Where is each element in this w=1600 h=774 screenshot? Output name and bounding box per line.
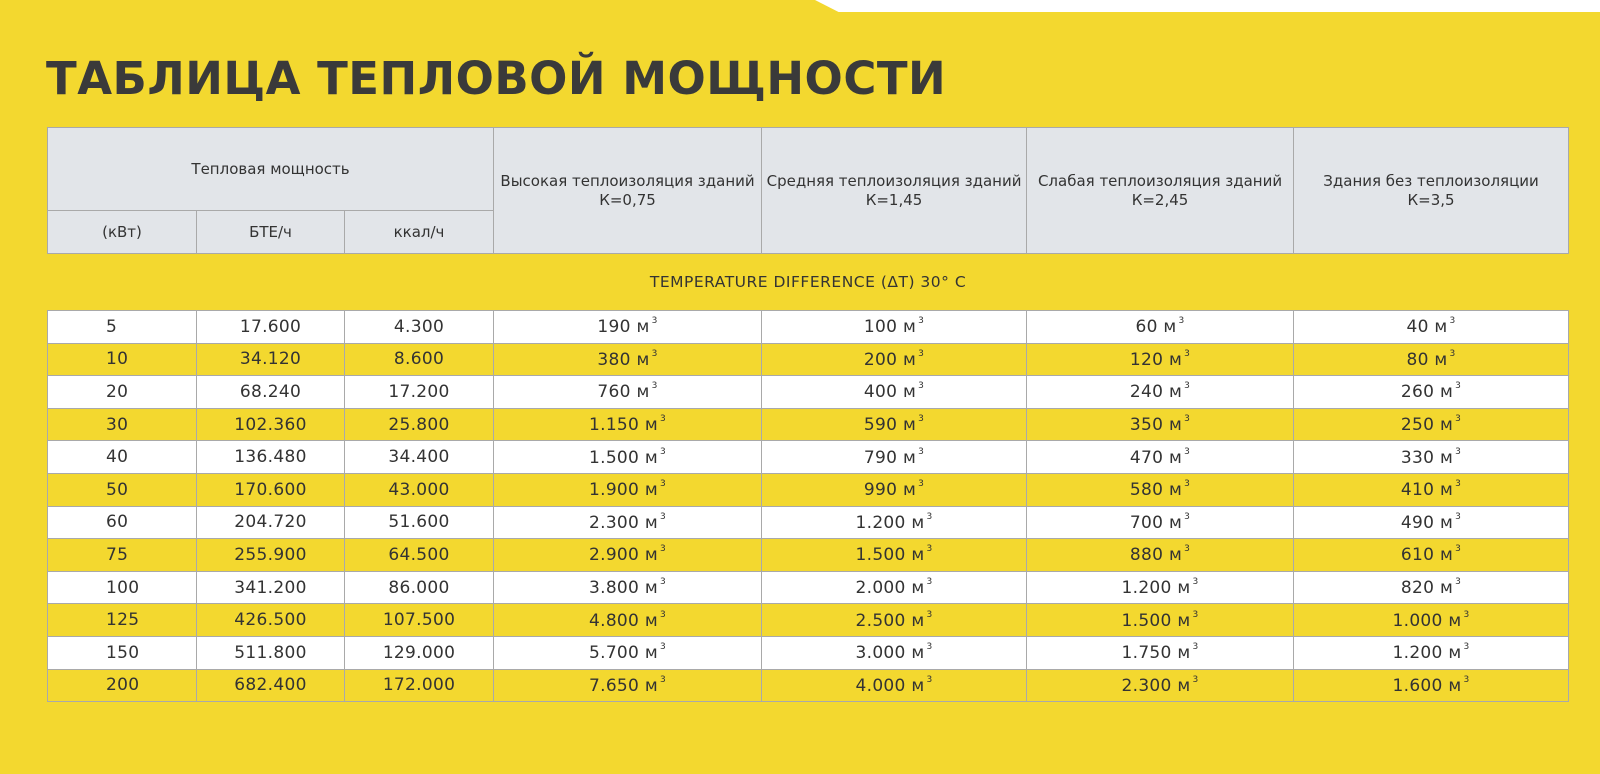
volume-unit: м — [1168, 382, 1183, 403]
volume-value: 380 — [597, 349, 631, 370]
volume-unit: м — [1439, 480, 1454, 501]
volume-value: 700 — [1129, 512, 1164, 533]
unit-header-bte: БТЕ/ч — [197, 211, 345, 254]
volume-unit: м — [1163, 317, 1177, 338]
volume-unit: м — [644, 610, 659, 631]
volume-exponent: 3 — [1455, 414, 1462, 425]
power-group-header: Тепловая мощность — [48, 128, 494, 211]
volume-value: 3.800 — [589, 578, 640, 599]
volume-unit: м — [1448, 675, 1462, 696]
volume-value: 580 — [1129, 480, 1164, 501]
bte-cell: 34.120 — [197, 343, 345, 376]
volume-unit: м — [1177, 578, 1191, 599]
volume-value: 790 — [863, 447, 898, 468]
volume-exponent: 3 — [660, 446, 667, 457]
volume-unit: м — [911, 610, 925, 631]
volume-unit: м — [911, 545, 925, 566]
volume-value: 200 — [863, 349, 898, 370]
weak-insulation-cell — [1027, 441, 1294, 474]
volume-unit: м — [911, 675, 925, 696]
volume-exponent: 3 — [1455, 577, 1462, 588]
kw-cell: 100 — [48, 571, 197, 604]
table-row — [48, 571, 1569, 604]
volume-exponent: 3 — [1455, 511, 1462, 522]
bte-cell: 102.360 — [197, 408, 345, 441]
volume-exponent: 3 — [926, 511, 933, 522]
volume-value: 120 — [1129, 349, 1164, 370]
high-insulation-cell — [494, 311, 762, 344]
volume-value: 80 — [1406, 349, 1429, 370]
volume-value: 2.900 — [589, 545, 640, 566]
volume-value: 4.800 — [589, 610, 640, 631]
medium-insulation-cell — [762, 604, 1027, 637]
volume-exponent: 3 — [1455, 446, 1462, 457]
volume-exponent: 3 — [918, 381, 925, 392]
table-row — [48, 506, 1569, 539]
volume-exponent: 3 — [660, 479, 667, 490]
weak-insulation-cell — [1027, 408, 1294, 441]
volume-value: 1.750 — [1121, 643, 1172, 664]
volume-value: 190 — [597, 317, 631, 338]
volume-value: 820 — [1400, 578, 1435, 599]
volume-exponent: 3 — [918, 316, 925, 327]
page-title: ТАБЛИЦА ТЕПЛОВОЙ МОЩНОСТИ — [46, 52, 947, 105]
volume-exponent: 3 — [1184, 511, 1191, 522]
kcal-cell: 34.400 — [345, 441, 494, 474]
volume-exponent: 3 — [1192, 577, 1199, 588]
weak-insulation-cell — [1027, 604, 1294, 637]
kcal-cell: 107.500 — [345, 604, 494, 637]
volume-exponent: 3 — [1463, 609, 1470, 620]
bte-cell: 136.480 — [197, 441, 345, 474]
bte-cell: 426.500 — [197, 604, 345, 637]
volume-unit: м — [1177, 610, 1191, 631]
volume-exponent: 3 — [926, 674, 933, 685]
volume-exponent: 3 — [1184, 348, 1191, 359]
volume-exponent: 3 — [926, 609, 933, 620]
volume-unit: м — [1439, 415, 1454, 436]
volume-unit: м — [644, 447, 659, 468]
volume-exponent: 3 — [660, 414, 667, 425]
high-insulation-cell — [494, 408, 762, 441]
volume-unit: м — [1168, 480, 1183, 501]
volume-value: 330 — [1400, 447, 1435, 468]
volume-value: 400 — [863, 382, 898, 403]
volume-unit: м — [902, 415, 917, 436]
volume-exponent: 3 — [660, 577, 667, 588]
no-insulation-cell — [1294, 311, 1569, 344]
volume-value: 590 — [863, 415, 898, 436]
high-insulation-cell — [494, 473, 762, 506]
volume-exponent: 3 — [1184, 446, 1191, 457]
weak-insulation-cell — [1027, 506, 1294, 539]
kcal-cell: 8.600 — [345, 343, 494, 376]
volume-unit: м — [644, 415, 659, 436]
volume-exponent: 3 — [926, 544, 933, 555]
volume-value: 470 — [1129, 447, 1164, 468]
volume-exponent: 3 — [926, 642, 933, 653]
volume-exponent: 3 — [660, 511, 667, 522]
volume-unit: м — [644, 545, 659, 566]
volume-exponent: 3 — [918, 414, 925, 425]
volume-unit: м — [1448, 643, 1462, 664]
kw-cell: 125 — [48, 604, 197, 637]
volume-value: 490 — [1400, 512, 1435, 533]
kw-cell: 75 — [48, 539, 197, 572]
volume-exponent: 3 — [660, 674, 667, 685]
table-row — [48, 473, 1569, 506]
kw-cell: 40 — [48, 441, 197, 474]
volume-value: 2.000 — [855, 578, 906, 599]
kw-cell: 50 — [48, 473, 197, 506]
bte-cell: 68.240 — [197, 376, 345, 409]
volume-unit: м — [644, 675, 659, 696]
table-row — [48, 669, 1569, 702]
insulation-name: Слабая теплоизоляция зданий — [1037, 171, 1283, 190]
kw-cell: 5 — [48, 311, 197, 344]
volume-unit: м — [1439, 512, 1454, 533]
volume-exponent: 3 — [1192, 609, 1199, 620]
insulation-k: К=0,75 — [599, 190, 656, 209]
volume-unit: м — [644, 512, 659, 533]
volume-unit: м — [1439, 447, 1454, 468]
volume-unit: м — [1448, 610, 1462, 631]
no-insulation-cell — [1294, 408, 1569, 441]
kcal-cell: 51.600 — [345, 506, 494, 539]
kw-cell: 10 — [48, 343, 197, 376]
volume-value: 1.150 — [589, 415, 640, 436]
kw-cell: 150 — [48, 636, 197, 669]
volume-value: 1.500 — [589, 447, 640, 468]
insulation-k: К=1,45 — [865, 190, 923, 209]
no-insulation-cell — [1294, 376, 1569, 409]
insulation-k: К=3,5 — [1407, 190, 1455, 209]
volume-unit: м — [902, 382, 917, 403]
temperature-difference-band: TEMPERATURE DIFFERENCE (ΔT) 30° C — [48, 254, 1569, 311]
volume-value: 1.500 — [1121, 610, 1172, 631]
volume-value: 610 — [1400, 545, 1435, 566]
bte-cell: 682.400 — [197, 669, 345, 702]
volume-exponent: 3 — [1184, 479, 1191, 490]
volume-unit: м — [1168, 512, 1183, 533]
volume-exponent: 3 — [1449, 348, 1456, 359]
table-row — [48, 311, 1569, 344]
no-insulation-cell — [1294, 539, 1569, 572]
high-insulation-cell — [494, 571, 762, 604]
volume-unit: м — [1177, 675, 1191, 696]
volume-value: 7.650 — [589, 675, 640, 696]
table-row — [48, 604, 1569, 637]
kw-cell: 60 — [48, 506, 197, 539]
volume-unit: м — [1434, 317, 1448, 338]
medium-insulation-cell — [762, 506, 1027, 539]
volume-unit: м — [902, 317, 917, 338]
volume-value: 100 — [863, 317, 898, 338]
volume-value: 1.500 — [855, 545, 906, 566]
kcal-cell: 17.200 — [345, 376, 494, 409]
insulation-name: Высокая теплоизоляция зданий — [500, 171, 755, 190]
insulation-header-high — [494, 128, 762, 254]
weak-insulation-cell — [1027, 571, 1294, 604]
table-row — [48, 441, 1569, 474]
bte-cell: 255.900 — [197, 539, 345, 572]
weak-insulation-cell — [1027, 473, 1294, 506]
volume-unit: м — [644, 643, 659, 664]
no-insulation-cell — [1294, 571, 1569, 604]
medium-insulation-cell — [762, 636, 1027, 669]
table-row — [48, 539, 1569, 572]
volume-exponent: 3 — [918, 348, 925, 359]
volume-unit: м — [1439, 578, 1454, 599]
insulation-header-weak — [1027, 128, 1294, 254]
volume-value: 350 — [1129, 415, 1164, 436]
kw-cell: 200 — [48, 669, 197, 702]
table-row — [48, 376, 1569, 409]
volume-exponent: 3 — [1184, 544, 1191, 555]
volume-unit: м — [911, 643, 925, 664]
kcal-cell: 86.000 — [345, 571, 494, 604]
bte-cell: 511.800 — [197, 636, 345, 669]
volume-exponent: 3 — [1184, 414, 1191, 425]
volume-unit: м — [1168, 447, 1183, 468]
table-row — [48, 636, 1569, 669]
bte-cell: 204.720 — [197, 506, 345, 539]
volume-value: 240 — [1129, 382, 1164, 403]
volume-exponent: 3 — [1192, 674, 1199, 685]
volume-value: 4.000 — [855, 675, 906, 696]
table-row — [48, 408, 1569, 441]
volume-exponent: 3 — [660, 642, 667, 653]
no-insulation-cell — [1294, 343, 1569, 376]
volume-unit: м — [1177, 643, 1191, 664]
volume-unit: м — [1434, 349, 1448, 370]
volume-exponent: 3 — [918, 479, 925, 490]
volume-value: 5.700 — [589, 643, 640, 664]
high-insulation-cell — [494, 506, 762, 539]
volume-value: 250 — [1400, 415, 1435, 436]
weak-insulation-cell — [1027, 376, 1294, 409]
weak-insulation-cell — [1027, 311, 1294, 344]
volume-value: 2.300 — [589, 512, 640, 533]
medium-insulation-cell — [762, 343, 1027, 376]
volume-unit: м — [636, 382, 650, 403]
kw-cell: 30 — [48, 408, 197, 441]
volume-value: 1.900 — [589, 480, 640, 501]
kw-cell: 20 — [48, 376, 197, 409]
table-row — [48, 343, 1569, 376]
bte-cell: 170.600 — [197, 473, 345, 506]
insulation-name: Средняя теплоизоляция зданий — [766, 171, 1022, 190]
unit-header-kw: (кВт) — [48, 211, 197, 254]
insulation-header-none — [1294, 128, 1569, 254]
insulation-k: К=2,45 — [1131, 190, 1189, 209]
medium-insulation-cell — [762, 376, 1027, 409]
high-insulation-cell — [494, 376, 762, 409]
medium-insulation-cell — [762, 441, 1027, 474]
volume-unit: м — [911, 578, 925, 599]
volume-unit: м — [644, 480, 659, 501]
kcal-cell: 4.300 — [345, 311, 494, 344]
volume-exponent: 3 — [1455, 479, 1462, 490]
volume-value: 260 — [1400, 382, 1435, 403]
weak-insulation-cell — [1027, 636, 1294, 669]
no-insulation-cell — [1294, 441, 1569, 474]
high-insulation-cell — [494, 604, 762, 637]
volume-value: 2.500 — [855, 610, 906, 631]
medium-insulation-cell — [762, 539, 1027, 572]
volume-value: 1.200 — [1121, 578, 1172, 599]
volume-unit: м — [902, 447, 917, 468]
volume-unit: м — [1439, 545, 1454, 566]
medium-insulation-cell — [762, 669, 1027, 702]
medium-insulation-cell — [762, 473, 1027, 506]
weak-insulation-cell — [1027, 669, 1294, 702]
volume-value: 1.200 — [1392, 643, 1443, 664]
insulation-name: Здания без теплоизоляции — [1323, 171, 1539, 190]
high-insulation-cell — [494, 441, 762, 474]
medium-insulation-cell — [762, 571, 1027, 604]
volume-value: 1.000 — [1392, 610, 1443, 631]
volume-value: 410 — [1400, 480, 1435, 501]
no-insulation-cell — [1294, 604, 1569, 637]
no-insulation-cell — [1294, 506, 1569, 539]
high-insulation-cell — [494, 343, 762, 376]
volume-unit: м — [636, 317, 650, 338]
volume-exponent: 3 — [651, 316, 658, 327]
volume-exponent: 3 — [651, 381, 658, 392]
volume-unit: м — [644, 578, 659, 599]
volume-exponent: 3 — [660, 609, 667, 620]
volume-value: 760 — [597, 382, 631, 403]
high-insulation-cell — [494, 539, 762, 572]
volume-exponent: 3 — [1455, 381, 1462, 392]
bte-cell: 17.600 — [197, 311, 345, 344]
medium-insulation-cell — [762, 408, 1027, 441]
kcal-cell: 25.800 — [345, 408, 494, 441]
kcal-cell: 129.000 — [345, 636, 494, 669]
volume-unit: м — [636, 349, 650, 370]
volume-unit: м — [1168, 349, 1183, 370]
kcal-cell: 172.000 — [345, 669, 494, 702]
volume-exponent: 3 — [1192, 642, 1199, 653]
volume-unit: м — [1439, 382, 1454, 403]
volume-exponent: 3 — [918, 446, 925, 457]
no-insulation-cell — [1294, 669, 1569, 702]
volume-exponent: 3 — [1449, 316, 1456, 327]
high-insulation-cell — [494, 636, 762, 669]
volume-value: 3.000 — [855, 643, 906, 664]
volume-value: 2.300 — [1121, 675, 1172, 696]
volume-unit: м — [902, 480, 917, 501]
volume-exponent: 3 — [1184, 381, 1191, 392]
volume-value: 60 — [1135, 317, 1158, 338]
volume-exponent: 3 — [926, 577, 933, 588]
weak-insulation-cell — [1027, 343, 1294, 376]
kcal-cell: 64.500 — [345, 539, 494, 572]
volume-exponent: 3 — [1455, 544, 1462, 555]
kcal-cell: 43.000 — [345, 473, 494, 506]
volume-value: 880 — [1129, 545, 1164, 566]
volume-exponent: 3 — [660, 544, 667, 555]
volume-unit: м — [911, 512, 925, 533]
heat-output-table — [47, 127, 1569, 702]
bte-cell: 341.200 — [197, 571, 345, 604]
volume-value: 40 — [1406, 317, 1429, 338]
volume-value: 1.600 — [1392, 675, 1443, 696]
no-insulation-cell — [1294, 473, 1569, 506]
medium-insulation-cell — [762, 311, 1027, 344]
volume-unit: м — [1168, 415, 1183, 436]
no-insulation-cell — [1294, 636, 1569, 669]
weak-insulation-cell — [1027, 539, 1294, 572]
volume-exponent: 3 — [1463, 674, 1470, 685]
volume-unit: м — [1168, 545, 1183, 566]
insulation-header-medium — [762, 128, 1027, 254]
volume-exponent: 3 — [1463, 642, 1470, 653]
volume-value: 1.200 — [855, 512, 906, 533]
volume-value: 990 — [863, 480, 898, 501]
volume-exponent: 3 — [1178, 316, 1185, 327]
volume-exponent: 3 — [651, 348, 658, 359]
high-insulation-cell — [494, 669, 762, 702]
page-corner — [815, 0, 1600, 12]
unit-header-kcal: ккал/ч — [345, 211, 494, 254]
volume-unit: м — [902, 349, 917, 370]
